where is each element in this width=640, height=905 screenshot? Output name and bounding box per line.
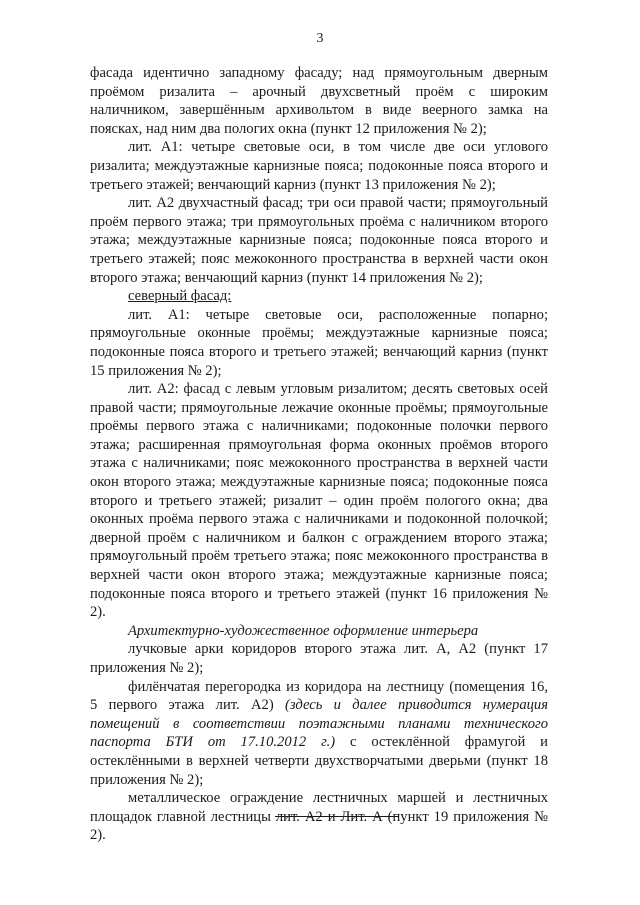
italic-text: (здесь и далее приводится нумерация помещений в соответствии поэтажными планами технического паспорта БТИ от 17.10.2012 г.) <box>90 697 548 751</box>
paragraph <box>90 138 548 194</box>
paragraph <box>90 287 548 306</box>
paragraph-text: лит. А1: четыре световые оси, в том числе две оси углового ризалита; междуэтажные карнизные пояса; подоконные пояса второго и третьего этажей; венчающий карниз (пункт 13 приложения № 2); <box>90 139 548 193</box>
paragraph-text: фасада идентично западному фасаду; над прямоугольным дверным проёмом ризалита – арочный двухсветный проём с широким наличником, завершённым архивольтом в виде веерного замка на поясках, над ним два пологих окна (пункт 12 приложения № 2); <box>90 65 548 137</box>
paragraph <box>90 640 548 677</box>
document-body <box>90 64 548 845</box>
paragraph <box>90 380 548 622</box>
paragraph <box>90 194 548 287</box>
paragraph-text: металлическое ограждение лестничных маршей и лестничных площадок главной лестницы лит. А2 и Лит. А (пункт 19 приложения № 2). <box>90 790 548 844</box>
paragraph <box>90 306 548 380</box>
paragraph <box>90 678 548 790</box>
paragraph-text: филёнчатая перегородка из коридора на лестницу (помещения 16, 5 первого этажа лит. А2) <box>90 678 548 714</box>
page-number: 3 <box>316 31 324 46</box>
paragraph <box>90 789 548 845</box>
end-separator-line <box>275 816 399 817</box>
paragraph-text: лит. А2: фасад с левым угловым ризалитом; десять световых осей правой части; прямоугольные лежачие оконные проёмы; прямоугольные проёмы первого этажа с наличниками; подоконные полочки первого этажа; расширенная прямоугольная форма оконных проёмов второго этажа с наличниками; пояс межоконного пространства в верхней части окон второго этажа; междуэтажные карнизные пояса; подоконные пояса второго и третьего этажей; ризалит – один проём пологого окна; два оконных проёма первого этажа с наличниками и подоконной полочкой; дверной проём с наличником и балкон с ограждением второго этажа; прямоугольный проём третьего этажа; пояс межоконного пространства в верхней части окон второго этажа; междуэтажные карнизные пояса; подоконные пояса второго и третьего этажей (пункт 16 приложения № 2). <box>90 381 548 621</box>
paragraph <box>90 622 548 641</box>
paragraph-text: с остеклённой фрамугой и остеклёнными в верхней четверти двухстворчатыми дверьми (пункт 18 приложения № 2); <box>90 734 548 788</box>
paragraph-text: лит. А1: четыре световые оси, расположенные попарно; прямоугольные оконные проёмы; междуэтажные карнизные пояса; подоконные пояса второго и третьего этажей; венчающий карниз (пункт 15 приложения № 2); <box>90 306 548 379</box>
paragraph-text: лит. А2 двухчастный фасад; три оси правой части; прямоугольный проём первого этажа; три прямоугольных проёма с наличником второго этажа; междуэтажные карнизные пояса; подоконные пояса второго и третьего этажей; пояс межоконного пространства в верхней части окон второго этажа; венчающий карниз (пункт 14 приложения № 2); <box>90 195 548 286</box>
paragraph-text: лучковые арки коридоров второго этажа лит. А, А2 (пункт 17 приложения № 2); <box>90 641 548 676</box>
paragraph <box>90 64 548 138</box>
italic-text: Архитектурно-художественное оформление интерьера <box>128 622 479 639</box>
section-heading: северный фасад: <box>128 288 232 305</box>
